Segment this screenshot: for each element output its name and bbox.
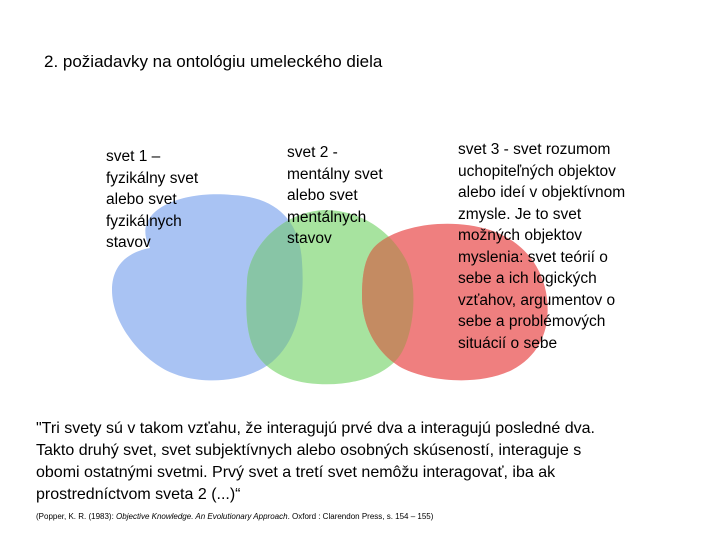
world3-label-line: svet 3 - svet rozumom [458, 141, 611, 158]
quote-line: obomi ostatnými svetmi. Prvý svet a tretí svet nemôžu interagovať, iba ak [36, 464, 556, 481]
world3-label-line: alebo ideí v objektívnom [458, 184, 626, 201]
world1-label-line: stavov [106, 234, 151, 251]
world3-label-line: zmysle. Je to svet [458, 205, 582, 223]
world1-label-line: svet 1 – [106, 148, 161, 165]
world2-label-line: stavov [287, 230, 332, 247]
citation-work-title: Objective Knowledge. An Evolutionary Approach [116, 512, 288, 521]
world2-label-line: mentálny svet [287, 165, 383, 183]
world3-label [458, 139, 625, 354]
world3-label-line: vzťahov, argumentov o [458, 291, 616, 309]
world3-label-line: sebe a problémových [458, 313, 606, 330]
world1-label-line: alebo svet [106, 191, 177, 208]
slide-title: 2. požiadavky na ontológiu umeleckého diela [44, 52, 383, 71]
quote-line: Takto druhý svet, svet subjektívnych alebo osobných skúseností, interaguje s [36, 442, 582, 459]
world2-label-line: mentálnych [287, 208, 367, 226]
popper-quote [36, 418, 595, 506]
world3-label-line: sebe a ich logických [458, 270, 597, 287]
world2-label [287, 142, 383, 250]
citation-prefix: (Popper, K. R. (1983): [36, 512, 117, 521]
world2-label-line: alebo svet [287, 187, 358, 204]
quote-line: "Tri svety sú v takom vzťahu, že interagujú prvé dva a interagujú posledné dva. [36, 420, 595, 437]
world1-label [106, 146, 198, 254]
world3-label-line: myslenia: svet teórií o [458, 248, 608, 266]
citation-suffix: . Oxford : Clarendon Press, s. 154 – 155) [287, 512, 434, 521]
world1-label-line: fyzikálny svet [106, 169, 199, 187]
world3-label-line: situácií o sebe [458, 334, 558, 352]
citation [36, 512, 433, 522]
world3-label-line: možných objektov [458, 227, 583, 244]
quote-line: prostredníctvom sveta 2 (...)“ [36, 486, 241, 503]
world1-label-line: fyzikálnych [106, 212, 182, 230]
world2-label-line: svet 2 - [287, 144, 338, 161]
world3-label-line: uchopiteľných objektov [458, 162, 616, 180]
